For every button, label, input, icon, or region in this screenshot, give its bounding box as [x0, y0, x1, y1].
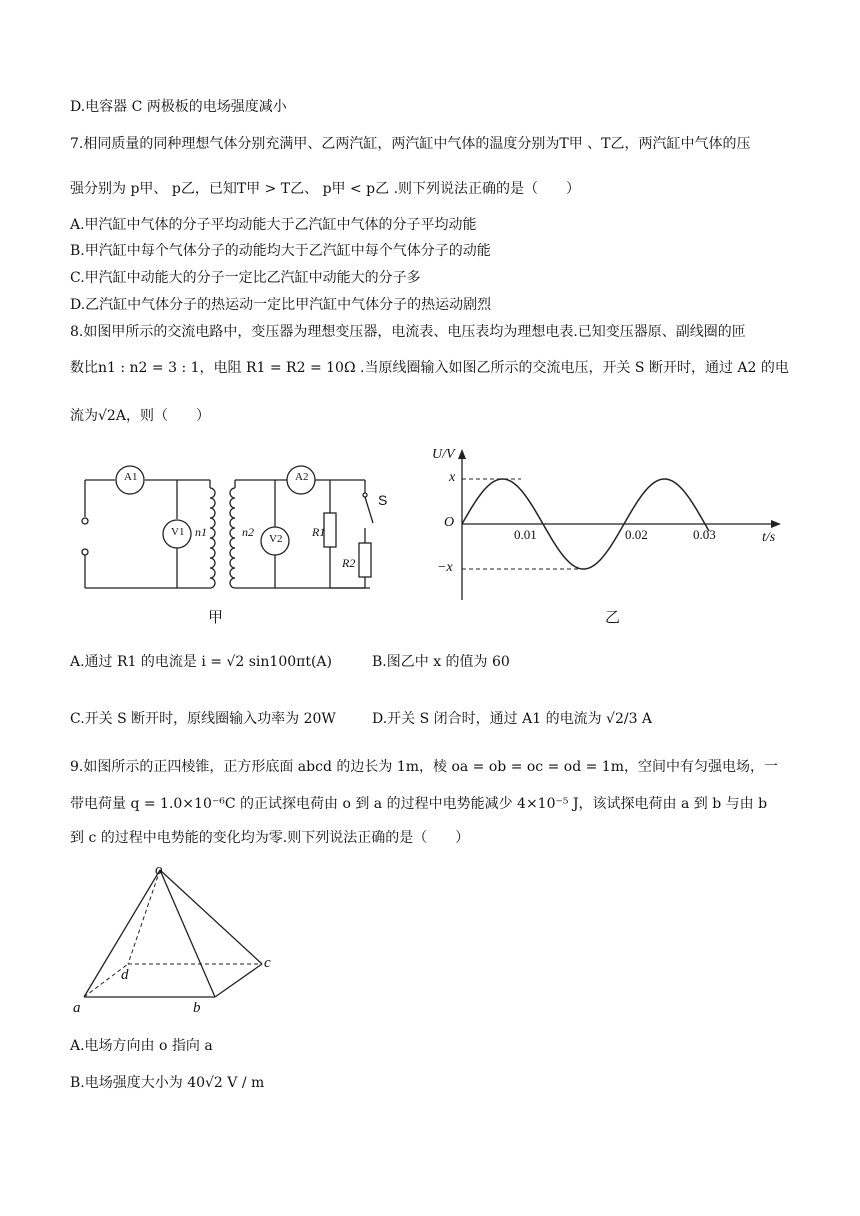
origin-label: O	[444, 515, 455, 530]
q8-option-d: D.开关 S 闭合时，通过 A1 的电流为 √2/3 A	[372, 711, 653, 727]
label-a2: A2	[295, 471, 309, 483]
secondary-coil	[230, 488, 235, 588]
label-r1: R1	[312, 525, 326, 539]
q9-option-a: A.电场方向由 o 指向 a	[70, 1038, 213, 1054]
x-tick-003: 0.03	[693, 527, 716, 542]
q8-option-b: B.图乙中 x 的值为 60	[372, 654, 510, 670]
q7-stem-line1: 7.相同质量的同种理想气体分别充满甲、乙两汽缸，两汽缸中气体的温度分别为T甲 、T乙，两汽缸中气体的压	[70, 136, 751, 152]
q7-option-c: C.甲汽缸中动能大的分子一定比乙汽缸中动能大的分子多	[70, 270, 421, 286]
q8-option-c: C.开关 S 断开时，原线圈输入功率为 20W	[70, 711, 336, 727]
label-a1: A1	[124, 471, 138, 483]
circuit-diagram	[75, 455, 395, 630]
q7-stem-line2: 强分别为 p甲、 p乙，已知T甲 > T乙、 p甲 < p乙 .则下列说法正确的是（ ）	[70, 181, 581, 197]
x-axis-label: t/s	[762, 530, 776, 545]
q8-option-a: A.通过 R1 的电流是 i = √2 sin100πt(A)	[70, 654, 333, 670]
x-tick-002: 0.02	[625, 527, 648, 542]
label-r2: R2	[342, 556, 356, 570]
q7-option-b: B.甲汽缸中每个气体分子的动能均大于乙汽缸中每个气体分子的动能	[70, 243, 491, 259]
label-n2: n2	[242, 525, 254, 539]
vertex-b: b	[193, 1000, 201, 1016]
graph-caption: 乙	[605, 608, 621, 626]
q9-stem-line1: 9.如图所示的正四棱锥，正方形底面 abcd 的边长为 1m，棱 oa = ob = oc = od = 1m，空间中有匀强电场，一	[70, 759, 778, 775]
q9-stem-line3: 到 c 的过程中电势能的变化均为零.则下列说法正确的是（ ）	[70, 830, 470, 846]
q8-stem-line2: 数比n1 : n2 = 3 : 1，电阻 R1 = R2 = 10Ω .当原线圈输入如图乙所示的交流电压，开关 S 断开时，通过 A2 的电	[70, 360, 789, 376]
label-s: S	[378, 492, 388, 508]
q7-option-a: A.甲汽缸中气体的分子平均动能大于乙汽缸中气体的分子平均动能	[70, 217, 477, 233]
q9-option-b: B.电场强度大小为 40√2 V / m	[70, 1075, 265, 1091]
voltage-time-graph	[425, 445, 795, 605]
q9-stem-line2: 带电荷量 q = 1.0×10⁻⁶C 的正试探电荷由 o 到 a 的过程中电势能减少 4×10⁻⁵ J，该试探电荷由 a 到 b 与由 b	[70, 796, 768, 812]
resistor-r1	[324, 513, 336, 547]
x-tick-001: 0.01	[514, 527, 537, 542]
vertex-o: o	[155, 862, 163, 878]
vertex-d: d	[121, 967, 129, 983]
vertex-a: a	[73, 1000, 81, 1016]
vertex-c: c	[264, 955, 271, 971]
circuit-caption: 甲	[208, 608, 224, 626]
y-axis-label: U/V	[432, 447, 455, 462]
q8-stem-line3: 流为√2A，则（ ）	[70, 408, 210, 424]
q6-option-d: D.电容器 C 两极板的电场强度减小	[70, 99, 287, 115]
q8-stem-line1: 8.如图甲所示的交流电路中，变压器为理想变压器，电流表、电压表均为理想电表.已知变压器原、副线圈的匝	[70, 324, 746, 340]
label-v2: V2	[269, 533, 283, 545]
primary-coil	[210, 488, 215, 588]
label-n1: n1	[195, 525, 207, 539]
q7-option-d: D.乙汽缸中气体分子的热运动一定比甲汽缸中气体分子的热运动剧烈	[70, 297, 492, 313]
label-v1: V1	[171, 526, 185, 538]
resistor-r2	[359, 543, 371, 577]
y-tick-x: x	[449, 470, 456, 485]
y-tick-neg-x: −x	[437, 560, 453, 575]
switch-s	[365, 497, 373, 523]
pyramid-diagram	[70, 860, 280, 1020]
